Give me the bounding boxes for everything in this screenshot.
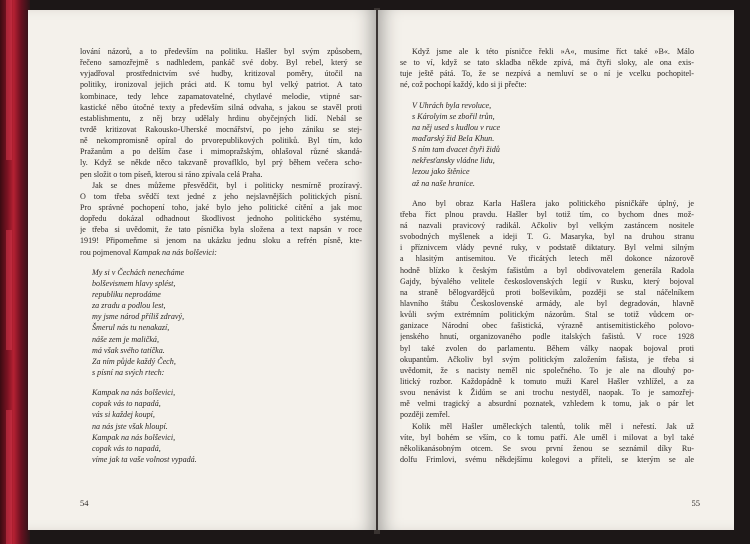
text-line: Jak se dnes můžeme přesvědčit, byl i politicky nesmírně prozíravý. — [92, 180, 362, 190]
text-line: hlavního štábu Československé armády, ale byl degradován, hlavně — [400, 298, 694, 308]
text-line — [80, 247, 362, 258]
text-line: politiky, ironizoval jejich práci atd. K tomu byl velký patriot. A tato — [80, 80, 362, 90]
page-number: 54 — [80, 498, 89, 508]
text-line: tuje ještě pátá. To, že se nezpívá a nemluví se o ní je vcelku pochopitel- — [400, 69, 694, 79]
text-line: uvědomit, že s nacisty neměl nic společného. To je ale na dlouhý po- — [400, 365, 694, 375]
verse-line: vás si každej koupí, — [92, 410, 155, 420]
text-line: kombinace, tedy lehce zapamatovatelné, chytlavé melodie, vtipné sar- — [80, 91, 362, 101]
text-line: dopředu dokázal odhadnout škodlivost jednoho politického systému, — [80, 214, 362, 224]
page-number: 55 — [691, 498, 700, 508]
text-line: Pro správné pochopení toho, jaké bylo jeho politické cítění a jak moc — [80, 202, 362, 212]
text-line: je třeba si uvědomit, že tato písnička byla složena a text napsán v roce — [80, 225, 362, 235]
text-line: litický rozbor. Každopádně k tomuto muži Karel Hašler vzhlížel, a za — [400, 376, 694, 386]
text-line: i příznivcem vlády pevné ruky, v podstatě diktatury. Byl velmi silným — [400, 243, 694, 253]
verse-line: na nás jste však hloupí. — [92, 421, 168, 431]
verse-line: my jsme národ příliš zdravý, — [92, 312, 185, 322]
right-page-text — [400, 46, 694, 465]
verse-line: bolševismem hlavy splést, — [92, 278, 176, 288]
text-line: jenského hnutí, organizovaného podle italských fašistů. V roce 1928 — [400, 332, 694, 342]
verse-line: s písní na svých rtech: — [92, 367, 165, 377]
text-line: několikanásobným otcem. Se svou první ženou se seznámil díky Ru- — [400, 443, 694, 453]
text-line: tvrdě kritizovat Rakousko-Uherské mocnářství, po jeho zániku se stej- — [80, 124, 362, 134]
text-line: řečeno samozřejmě s nadhledem, pankáč své doby. Byl rebel, který se — [80, 58, 362, 68]
verse-line: nekřesťansky vládne lidu, — [412, 156, 495, 166]
verse-line: My si v Čechách nenecháme — [92, 267, 185, 277]
text-line: se to ví, když se tato skladba někde zpívá, má čtyři sloky, ale ona exis- — [400, 58, 694, 68]
book-edge-stripe — [6, 0, 12, 160]
verse-line: copak vás to napadá, — [92, 399, 161, 409]
text-line: establishmentu, z něj brzy udělaly hrdinu obyčejných lidí. Nebál se — [80, 113, 362, 123]
book-edge-stripe — [6, 230, 12, 350]
text-line: ganizace Národní obec fašistická, výrazně antisemitistického polovo- — [400, 321, 694, 331]
text-line: později zemřel. — [400, 410, 450, 420]
text-line: lování názorů, a to především na politiku. Hašler byl svým způsobem, — [80, 47, 362, 56]
text-line: a hlasitým antisemitou. Ve třicátých letech měl dokonce názorově — [400, 254, 694, 264]
verse-line: za zradu a podlou lest, — [92, 301, 166, 311]
text-line: třeba říct plnou pravdu. Hašler byl totiž tím, co bychom dnes mož- — [400, 209, 694, 219]
text-line: vyjadřoval prostřednictvím své hudby, kritizoval poměry, útočil na — [80, 69, 362, 79]
verse-line: maďarský žid Bela Khun. — [412, 133, 495, 143]
text-line: Gajdy, bývalého velitele československých legií v Rusku, který bojoval — [400, 276, 694, 286]
text-line: né, což pochopí každý, kdo si ji přečte: — [400, 80, 527, 90]
text-line: Kolik měl Hašler uměleckých talentů, tolik měl i neřestí. Jak už — [412, 421, 694, 431]
verse-line: republiku neprodáme — [92, 289, 161, 299]
spacer — [400, 91, 694, 100]
verse-line: má však svého tatíčka. — [92, 345, 165, 355]
right-page — [378, 10, 734, 530]
song-title: Kampak na nás bolševici: — [133, 247, 217, 257]
left-page-text — [80, 46, 362, 465]
text-line: ly. Když se někde něco takzvaně provaflklo, byl prý během večera scho- — [80, 158, 362, 168]
book-edge — [0, 0, 30, 544]
text-line: kvůli svým extrémním politickým názorům. Stal se totiž vůdcem or- — [400, 310, 694, 320]
text-line: Když jsme ale k této písničce řekli »A«, musíme říct také »B«. Málo — [412, 47, 694, 56]
text-line: dolfu Frimlovi, svému někdejšímu kolegovi a příteli, se kterým se ale — [400, 454, 694, 464]
spacer — [80, 258, 362, 267]
text-line: ně nekompromisně opíral do prvorepublikových politiků. Byl tím, kdo — [80, 136, 362, 146]
verse-line: víme jak ta vaše volnost vypadá. — [92, 454, 197, 464]
verse-line: náše zem je maličká, — [92, 334, 159, 344]
text-line: svobodných myšlenek a ideji T. G. Masaryka, byl na druhou stranu — [400, 232, 694, 242]
spacer — [400, 189, 694, 198]
verse-line: Šmerul nás tu nenakazí, — [92, 323, 170, 333]
text-line: svou nenávist k Židům se ani trochu nestyděl, naopak. To je samozřej- — [400, 388, 694, 398]
text-line: 1919! Připomeňme si jenom na ukázku jednu sloku a refrén písně, kte- — [80, 236, 362, 246]
verse-line: S ním tam dvacet čtyři židů — [412, 145, 500, 155]
text-line: na straně bělogvardějců proti bolševikům, později se stal náčelníkem — [400, 287, 694, 297]
verse-line: až na naše hranice. — [412, 178, 475, 188]
text-line: pen složit o tom píseň, kterou si ráno zpívala celá Praha. — [80, 169, 263, 179]
verse-line: s Károlyim se zbořil trůn, — [412, 111, 495, 121]
text-line: hodně blízko k českým fašistům a byl obdivovatelem generála Radola — [400, 265, 694, 275]
spacer — [80, 378, 362, 387]
text-line: byl také zvolen do parlamentu. Během války naopak bojoval proti — [400, 343, 694, 353]
text-line: Pražanům a po delším čase i mimopražským, ohlašoval různé skandá- — [80, 147, 362, 157]
verse-line: Kampak na nás bolševici, — [92, 388, 176, 398]
verse-line: Za ním půjde každý Čech, — [92, 356, 176, 366]
left-page — [28, 10, 376, 530]
text-line: kastické něbo útočné texty a především silná odvaha, s jakou se stavěl proti — [80, 102, 362, 112]
verse-line: copak vás to napadá, — [92, 443, 161, 453]
verse-line: Kampak na nás bolševici, — [92, 432, 176, 442]
text-fragment: rou pojmenoval — [80, 247, 134, 257]
verse-line: na něj used s kudlou v ruce — [412, 122, 501, 132]
book-edge-stripe — [6, 410, 12, 544]
text-line: víte, byl bohém se vším, co k tomu patří. Ale uměl i milovat a byl také — [400, 432, 694, 442]
verse-line: V Uhrách byla revoluce, — [412, 100, 492, 110]
verse-line: lezou jako štěnice — [412, 167, 470, 177]
text-line: O tom třeba svědčí text jedné z jeho nejslavnějších politických písní. — [80, 191, 362, 201]
text-line: mě velmi tragický a absurdní poznatek, vzhledem k tomu, jak o pár let — [400, 399, 694, 409]
text-line: okupantům. Ačkoliv byl svým politickým založením fašista, je třeba si — [400, 354, 694, 364]
text-line: Ano byl obraz Karla Hašlera jako politického písničkáře úplný, je — [412, 198, 694, 208]
text-line: ná nazvali pravicový radikál. Ačkoliv byl velkým zastáncem nositele — [400, 220, 694, 230]
